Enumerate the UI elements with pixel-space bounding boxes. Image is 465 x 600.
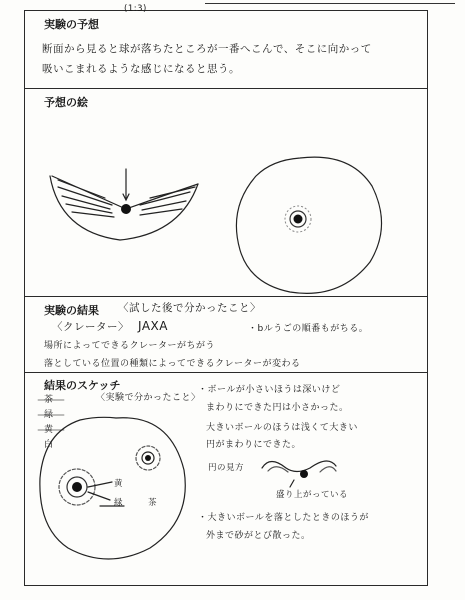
sketch-note-3b: 外まで砂がとび散った。 [206, 531, 311, 541]
label-brown: 茶 [148, 498, 158, 508]
results-line-2: 落としている位置の種類によってできるクレーターが変わる [44, 359, 301, 369]
legend-yellow: 黄 [44, 425, 54, 435]
side-view-ball [300, 470, 308, 478]
legend-brown: 茶 [44, 395, 54, 405]
results-note: 〈試した後で分かったこと〉 [118, 302, 261, 314]
tray-circle [40, 417, 185, 559]
side-view-caption: 盛り上がっている [276, 490, 349, 500]
sketch-note-2a: 大きいボールのほうは浅くて大きい [206, 423, 358, 433]
results-crater-label: 〈クレーター〉 [52, 321, 129, 333]
results-jaxa: JAXA [138, 319, 168, 333]
prediction-annotation: (1:3) [124, 4, 147, 14]
legend-white: 白 [44, 440, 54, 450]
prediction-line-1: 断面から見ると球が落ちたところが一番へこんで、そこに向かって [42, 43, 372, 55]
label-yellow: 黄 [114, 479, 124, 489]
legend-green: 緑 [44, 410, 54, 420]
prediction-line-2: 吸いこまれるような感じになると思う。 [42, 63, 240, 75]
side-view-label: 円の見方 [208, 463, 245, 473]
prediction-picture-heading: 予想の絵 [44, 96, 88, 109]
sketch-subtitle: 〈実験で分かったこと〉 [96, 393, 201, 403]
sketch-note-1a: ・ボールが小さいほうは深いけど [198, 385, 341, 395]
label-green: 緑 [114, 498, 124, 508]
results-bullet: ・bルうごの順番もがちる。 [248, 324, 369, 334]
sketch-note-1b: まわりにできた円は小さかった。 [206, 403, 349, 413]
side-view-profile [262, 461, 336, 472]
prediction-heading: 実験の予想 [44, 18, 99, 31]
results-line-1: 場所によってできるクレーターがちがう [44, 341, 216, 351]
sketch-heading: 結果のスケッチ [44, 379, 121, 392]
results-heading: 実験の結果 [44, 304, 99, 317]
sketch-note-2b: 円がまわりにできた。 [206, 440, 302, 450]
sketch-note-3a: ・大きいボールを落としたときのほうが [198, 513, 369, 523]
